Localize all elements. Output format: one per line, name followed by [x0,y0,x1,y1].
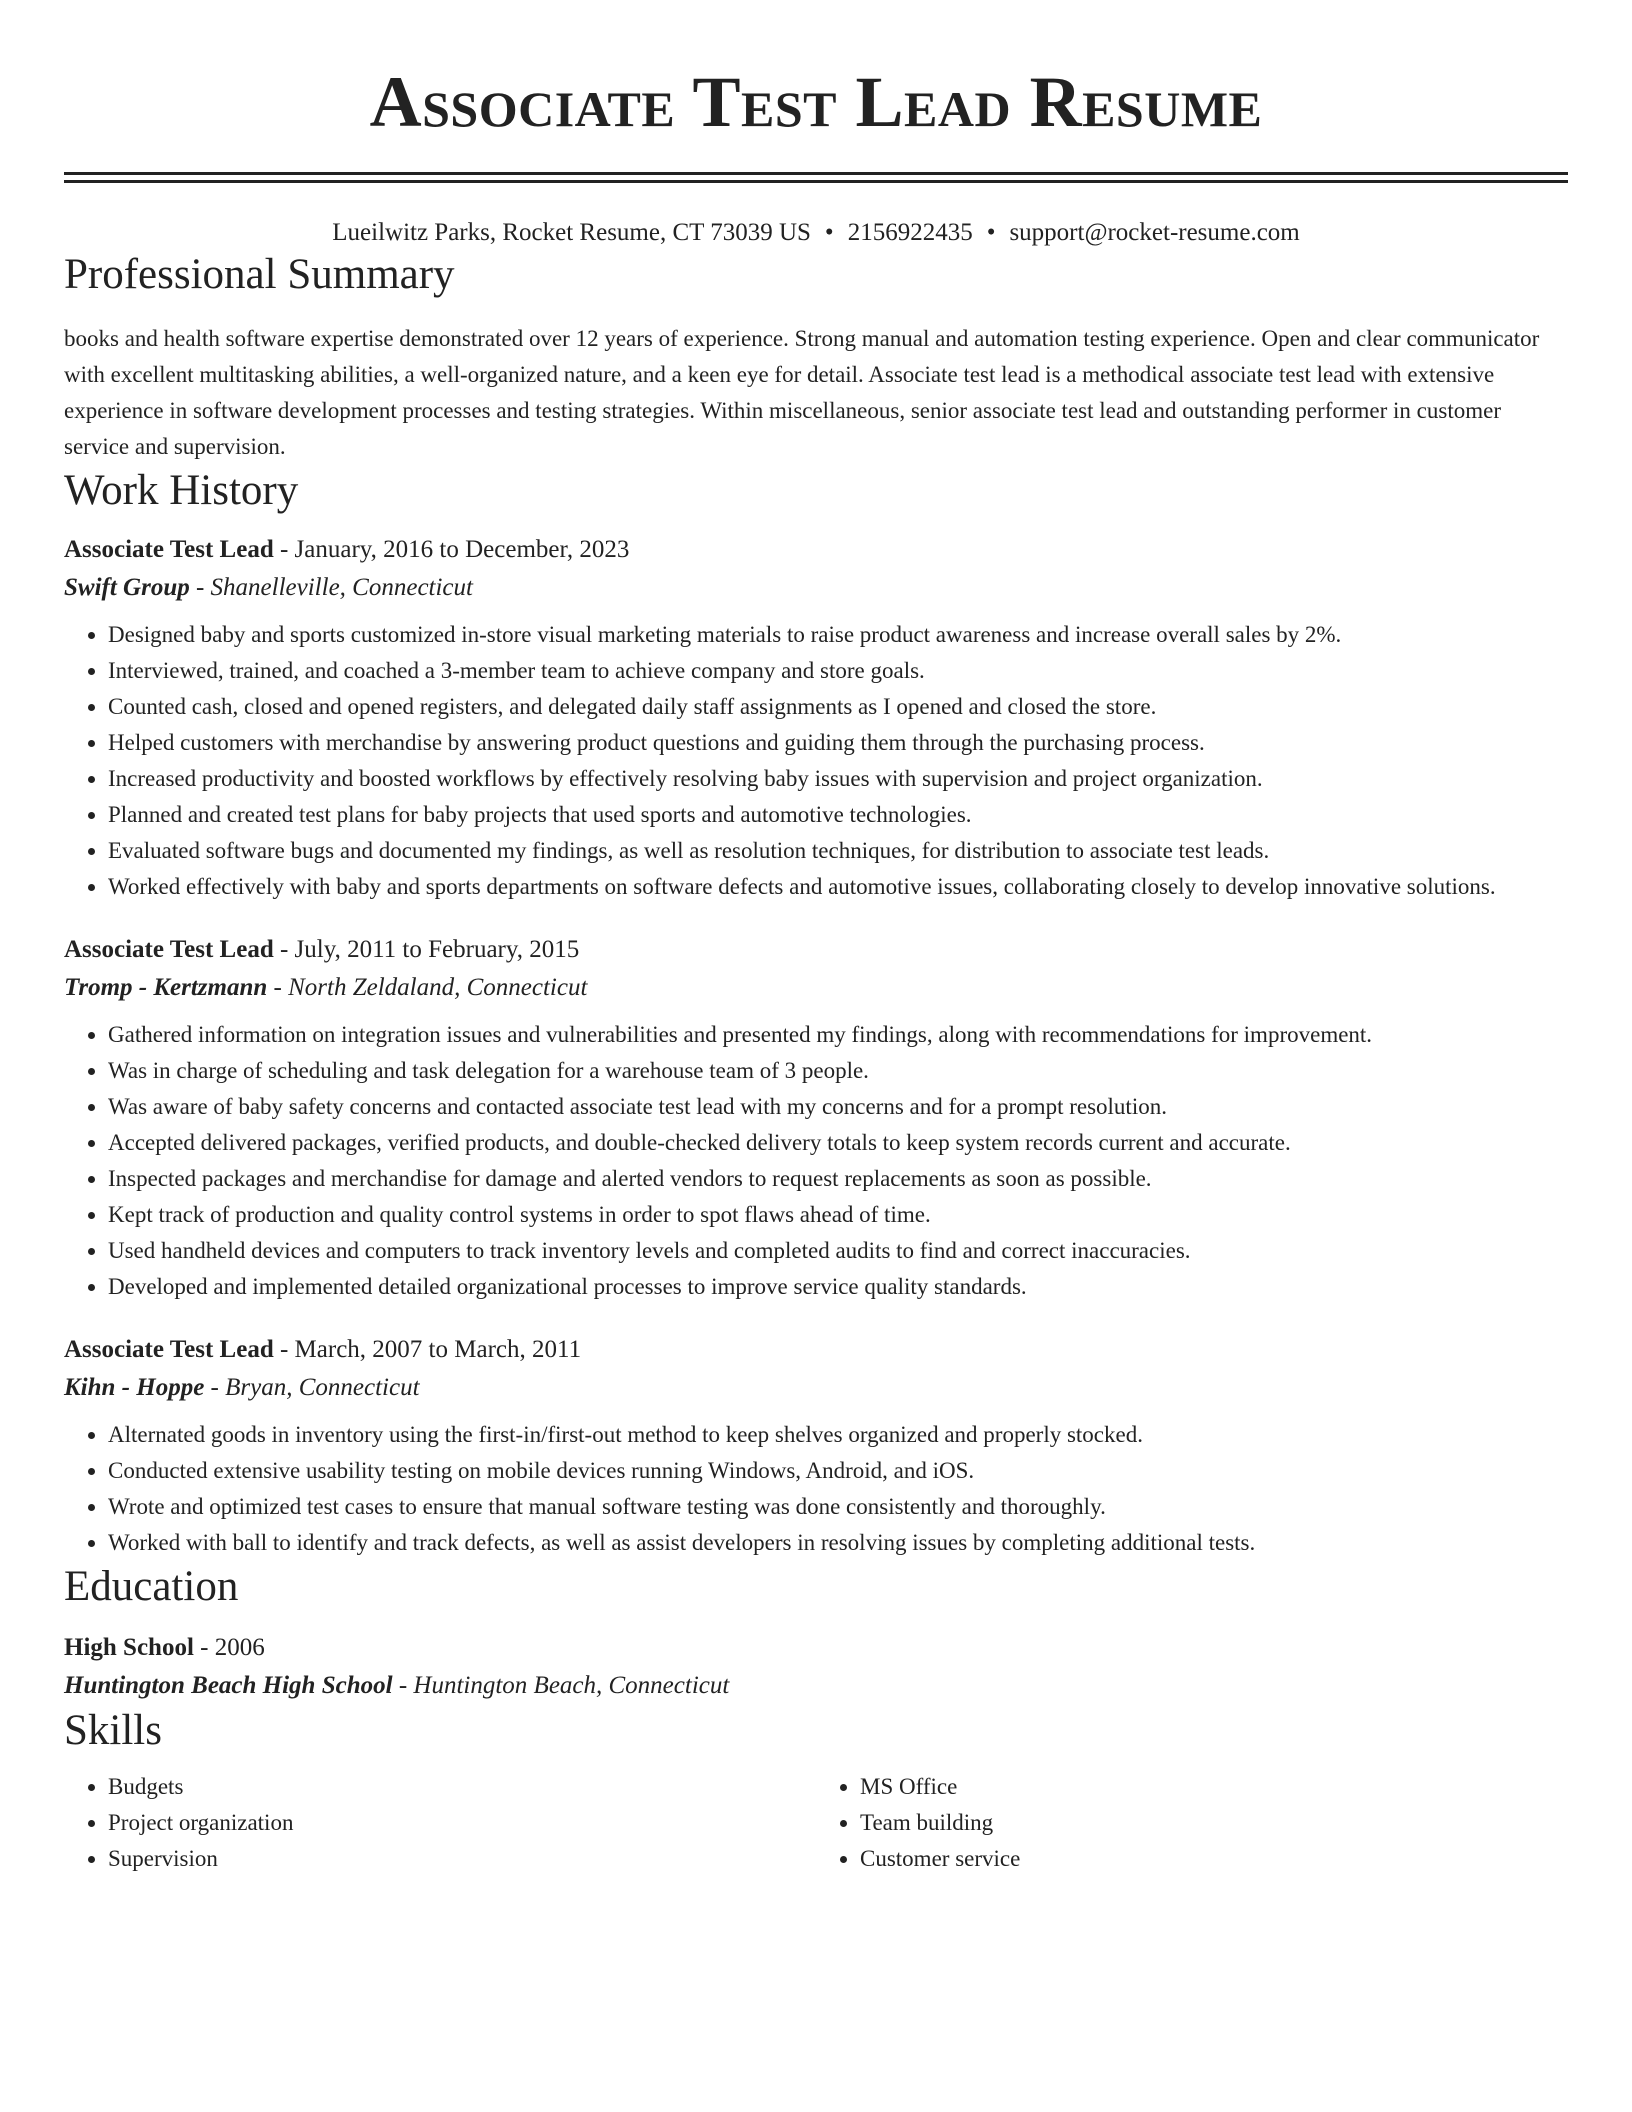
job-bullet: • Alternated goods in inventory using the first-in/first-out method to keep shelves organized and properly stocked. [108,1417,1568,1453]
job-company: Swift Group [64,574,190,601]
job-bullet: • Evaluated software bugs and documented my findings, as well as resolution techniques, for distribution to associate test leads. [108,833,1568,869]
contact-phone: 2156922435 [847,219,973,246]
skills-right-column [816,1769,1568,1877]
education-degree: High School [64,1634,194,1661]
skill-item: • Customer service [860,1841,1568,1877]
skills-heading: Skills [64,1707,162,1754]
job-bullet: • Worked with ball to identify and track defects, as well as assist developers in resolving issues by completing additional tests. [108,1525,1568,1561]
job-entry [64,531,1568,905]
education-school: Huntington Beach High School [64,1672,393,1699]
job-title: Associate Test Lead [64,536,274,563]
contact-separator: • [824,219,834,246]
contact-address: Lueilwitz Parks, Rocket Resume, CT 73039 US [332,219,811,246]
job-bullet: • Gathered information on integration issues and vulnerabilities and presented my findings, along with recommendations for improvement. [108,1017,1568,1053]
job-bullet: • Accepted delivered packages, verified products, and double-checked delivery totals to keep system records current and accurate. [108,1125,1568,1161]
job-location: - Bryan, Connecticut [204,1374,420,1401]
education-heading: Education [64,1563,239,1610]
skills-grid [64,1769,1568,1877]
skill-item: • Budgets [108,1769,816,1805]
job-location: - North Zeldaland, Connecticut [267,974,588,1001]
job-company: Tromp - Kertzmann [64,974,268,1001]
job-bullet: • Kept track of production and quality control systems in order to spot flaws ahead of time. [108,1197,1568,1233]
job-title-line [64,531,1568,569]
job-dates: - March, 2007 to March, 2011 [273,1336,582,1363]
job-bullet: • Developed and implemented detailed organizational processes to improve service quality standards. [108,1269,1568,1305]
job-bullet: • Was in charge of scheduling and task delegation for a warehouse team of 3 people. [108,1053,1568,1089]
job-bullets [64,1017,1568,1305]
job-bullet: • Counted cash, closed and opened registers, and delegated daily staff assignments as I opened and closed the store. [108,689,1568,725]
summary-heading: Professional Summary [64,251,455,298]
job-org-line [64,569,1568,607]
job-title: Associate Test Lead [64,936,274,963]
job-title: Associate Test Lead [64,1336,274,1363]
contact-email: support@rocket-resume.com [1009,219,1300,246]
job-dates: - January, 2016 to December, 2023 [273,536,630,563]
job-title-line [64,931,1568,969]
job-bullet: • Inspected packages and merchandise for damage and alerted vendors to request replacements as soon as possible. [108,1161,1568,1197]
skills-left-column [64,1769,816,1877]
job-bullets [64,617,1568,905]
education-degree-line [64,1629,1568,1667]
resume-title: Associate Test Lead Resume [369,62,1263,142]
job-location: - Shanelleville, Connecticut [189,574,473,601]
skill-item: • Project organization [108,1805,816,1841]
skill-item: • Team building [860,1805,1568,1841]
job-bullet: • Increased productivity and boosted workflows by effectively resolving baby issues with supervision and project organization. [108,761,1568,797]
education-year: - 2006 [193,1634,265,1661]
job-org-line [64,1369,1568,1407]
contact-line [64,217,1568,249]
contact-separator: • [986,219,996,246]
skill-item: • MS Office [860,1769,1568,1805]
job-bullet: • Planned and created test plans for baby projects that used sports and automotive technologies. [108,797,1568,833]
education-entry [64,1629,1568,1705]
job-org-line [64,969,1568,1007]
job-company: Kihn - Hoppe [64,1374,205,1401]
summary-text: books and health software expertise demonstrated over 12 years of experience. Strong manual and automation testing experience. Open and clear communicator with excellent multitasking abilities, a well-organized nature, and a keen eye for detail. Associate test lead is a methodical associate test lead with extensive experience in software development processes and testing strategies. Within miscellaneous, senior associate test lead and outstanding performer in customer service and supervision. [64,326,1540,459]
job-bullet: • Used handheld devices and computers to track inventory levels and completed audits to find and correct inaccuracies. [108,1233,1568,1269]
job-bullet: • Wrote and optimized test cases to ensure that manual software testing was done consistently and thoroughly. [108,1489,1568,1525]
education-location: - Huntington Beach, Connecticut [392,1672,730,1699]
job-entry [64,931,1568,1305]
job-bullets [64,1417,1568,1561]
education-school-line [64,1667,1568,1705]
job-title-line [64,1331,1568,1369]
job-dates: - July, 2011 to February, 2015 [273,936,580,963]
skill-item: • Supervision [108,1841,816,1877]
job-bullet: • Designed baby and sports customized in-store visual marketing materials to raise product awareness and increase overall sales by 2%. [108,617,1568,653]
title-double-rule [64,172,1568,183]
job-bullet: • Was aware of baby safety concerns and contacted associate test lead with my concerns and for a prompt resolution. [108,1089,1568,1125]
work-history-heading: Work History [64,467,299,514]
job-bullet: • Helped customers with merchandise by answering product questions and guiding them through the purchasing process. [108,725,1568,761]
job-bullet: • Conducted extensive usability testing on mobile devices running Windows, Android, and iOS. [108,1453,1568,1489]
job-bullet: • Interviewed, trained, and coached a 3-member team to achieve company and store goals. [108,653,1568,689]
job-bullet: • Worked effectively with baby and sports departments on software defects and automotive issues, collaborating closely to develop innovative solutions. [108,869,1568,905]
job-entry [64,1331,1568,1561]
